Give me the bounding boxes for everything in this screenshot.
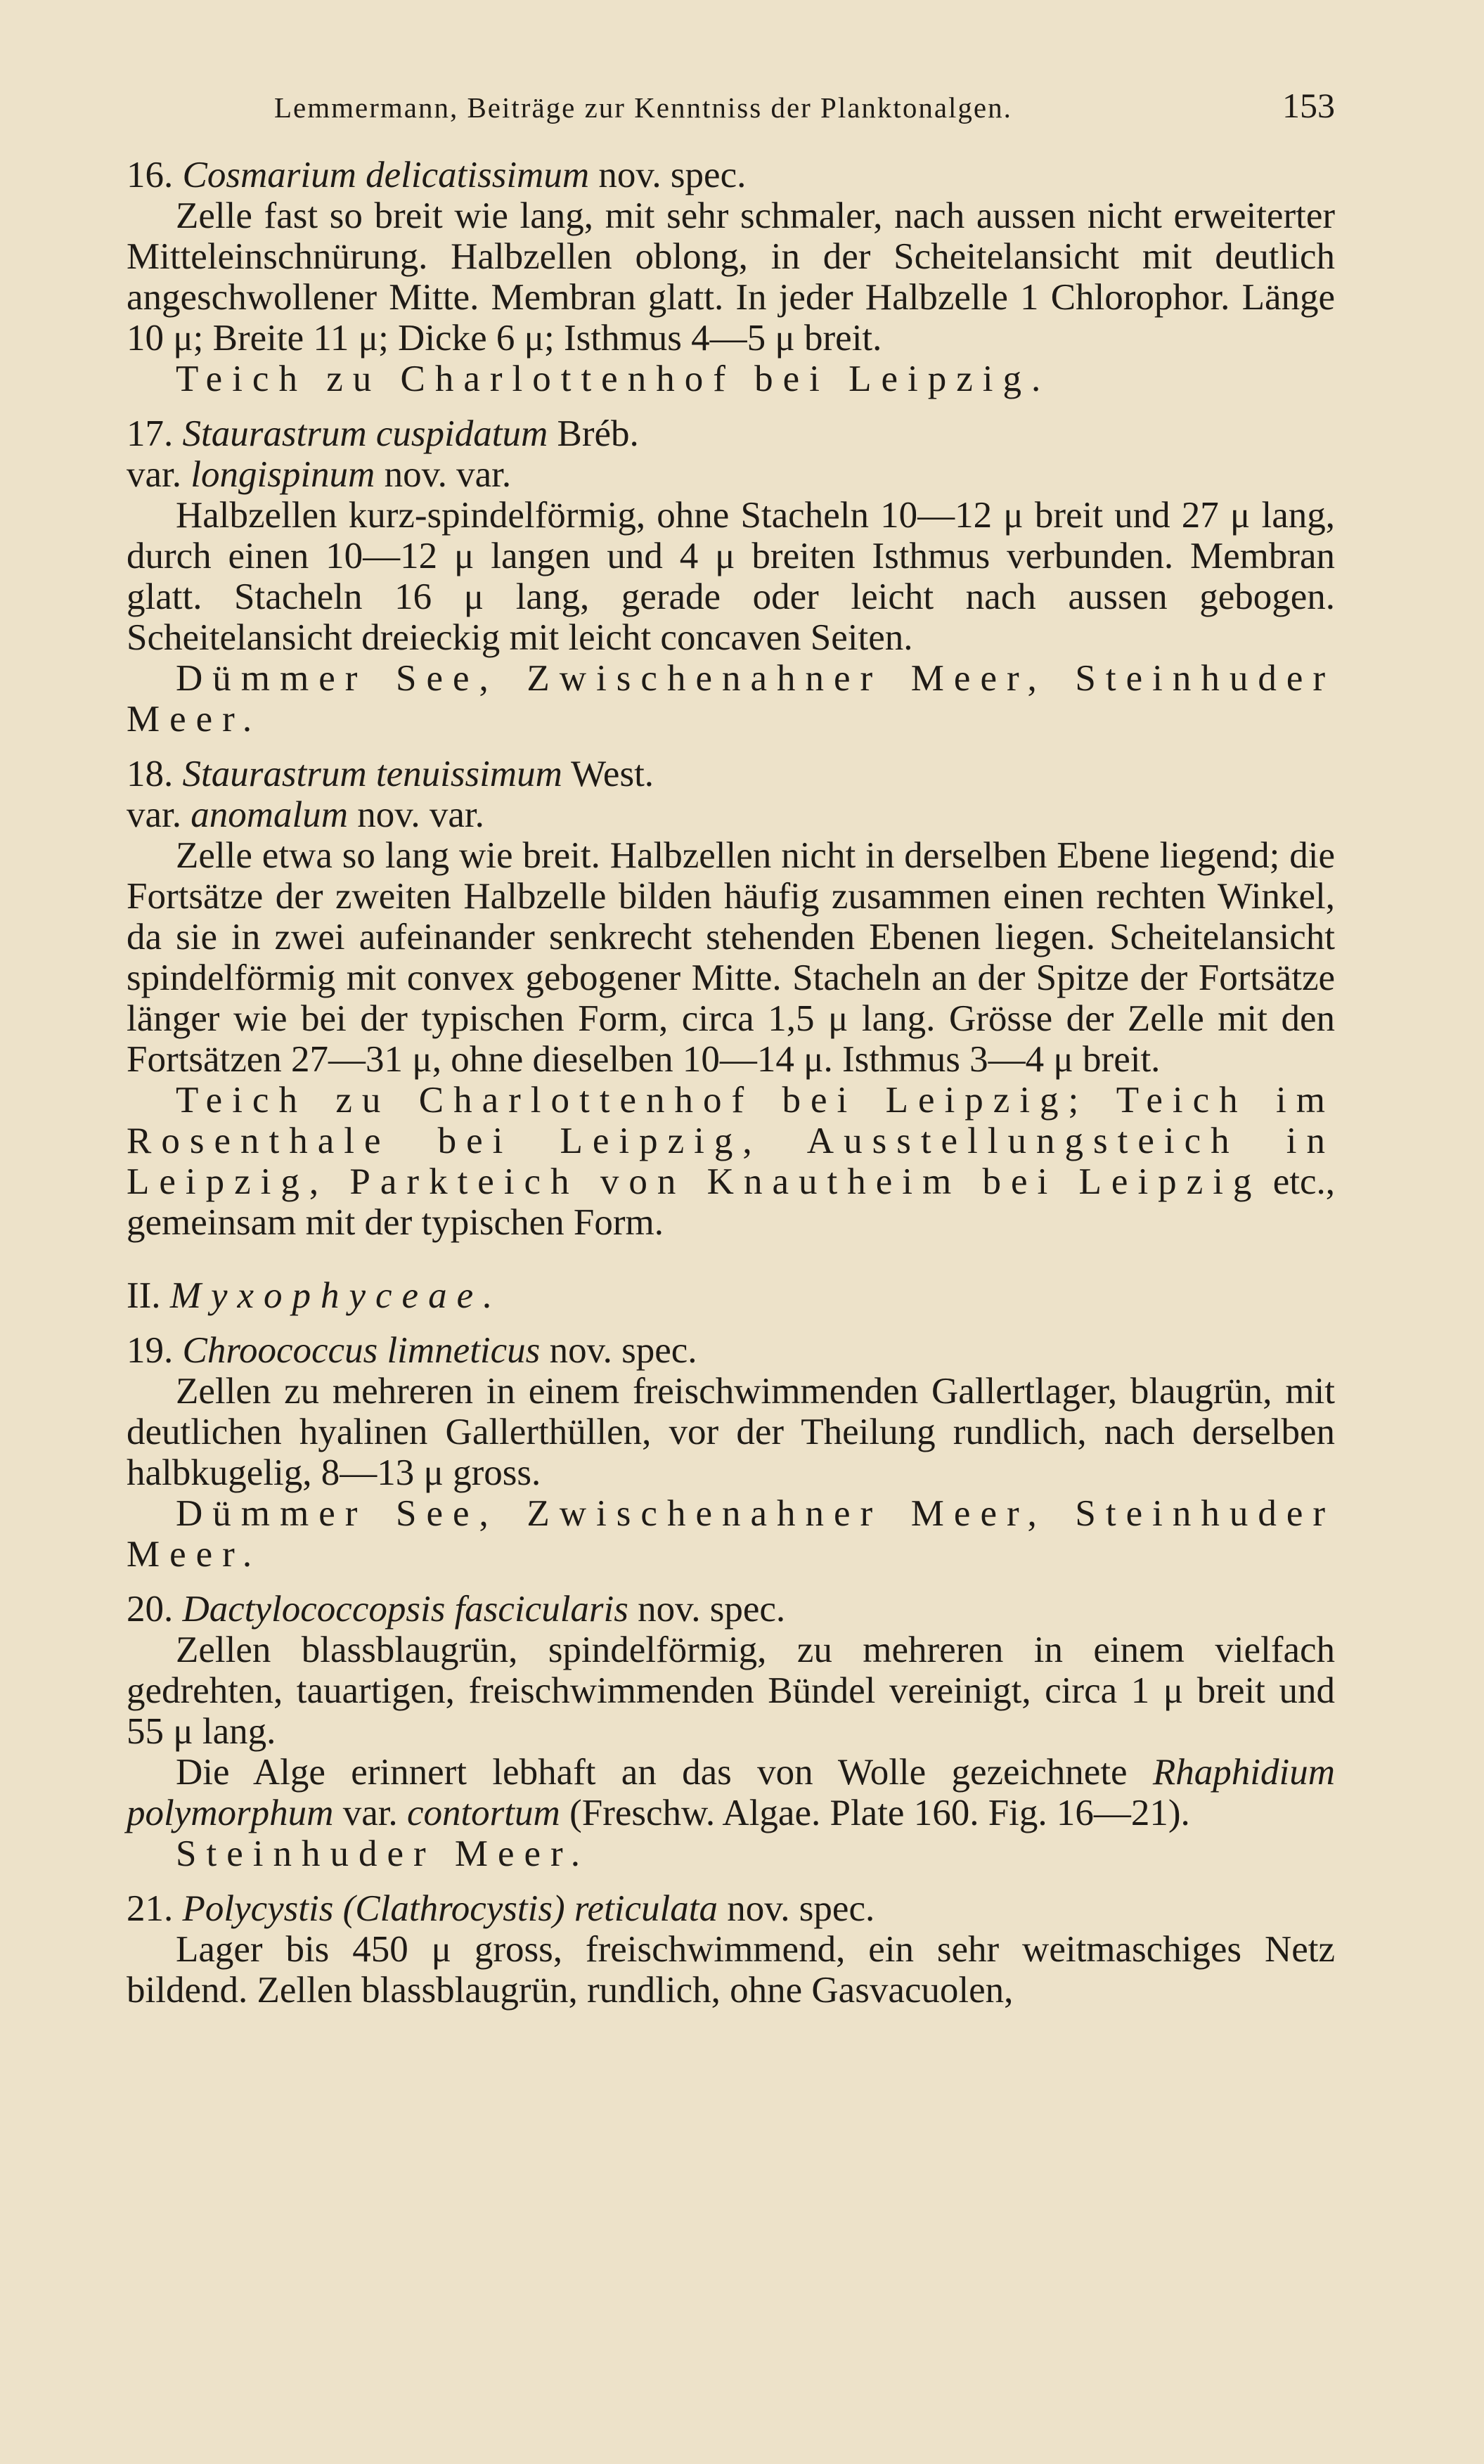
entry-number: 18. (127, 754, 174, 794)
entry-number: 17. (127, 413, 174, 454)
variety-prefix: var. (127, 794, 181, 835)
species-name: Dactylococcopsis fascicularis (182, 1589, 628, 1630)
entry-locality-20: Steinhuder Meer. (176, 1833, 591, 1874)
entry-heading-16 (127, 155, 1335, 195)
species-name: Chroococcus limneticus (182, 1330, 541, 1371)
page-number: 153 (1282, 86, 1335, 125)
entry-heading-18 (127, 754, 1335, 794)
entry-locality-19: Dümmer See, Zwischenahner Meer, Steinhuder Meer. (127, 1493, 1335, 1575)
section-heading (127, 1275, 1335, 1316)
variety-heading-17 (127, 454, 1335, 495)
entry-number: 19. (127, 1330, 174, 1371)
variety-status: nov. var. (384, 454, 512, 495)
entry-description-17: Halbzellen kurz-spindelförmig, ohne Stacheln 10—12 μ breit und 27 μ lang, durch einen 10—12 μ langen und 4 μ breiten Isthmus verbunden. Membran glatt. Stacheln 16 μ lang, gerade oder leicht nach aussen gebogen. Scheitelansicht dreieckig mit leicht concaven Seiten. (127, 495, 1335, 658)
entry-heading-17 (127, 413, 1335, 454)
locality-list: Teich zu Charlottenhof bei Leipzig; Teich im Rosenthale bei Leipzig, Ausstellungsteich in Leipzig, Parkteich von Knautheim bei Leipzig (127, 1080, 1335, 1202)
species-status: nov. spec. (598, 155, 747, 195)
running-title: Lemmermann, Beiträge zur Kenntniss der Planktonalgen. (274, 91, 1012, 124)
species-author: West. (571, 754, 654, 794)
species-status: nov. spec. (727, 1888, 875, 1929)
entry-note-20 (127, 1752, 1335, 1833)
entry-description-20: Zellen blassblaugrün, spindelförmig, zu mehreren in einem vielfach gedrehten, tauartigen, freischwimmenden Bündel vereinigt, circa 1 μ breit und 55 μ lang. (127, 1630, 1335, 1752)
entry-number: 21. (127, 1888, 174, 1929)
entry-heading-19 (127, 1330, 1335, 1371)
entry-description-19: Zellen zu mehreren in einem freischwimmenden Gallertlager, blaugrün, mit deutlichen hyalinen Gallerthüllen, vor der Theilung rundlich, nach derselben halbkugelig, 8—13 μ gross. (127, 1371, 1335, 1493)
species-name: Polycystis (Clathrocystis) reticulata (182, 1888, 718, 1929)
entry-number: 20. (127, 1589, 174, 1630)
species-status: nov. spec. (638, 1589, 786, 1630)
note-variety: contortum (406, 1793, 560, 1833)
entry-locality-17: Dümmer See, Zwischenahner Meer, Steinhuder Meer. (127, 658, 1335, 740)
entry-locality-18 (127, 1080, 1335, 1243)
note-reference: (Freschw. Algae. Plate 160. Fig. 16—21). (569, 1793, 1190, 1833)
species-name: Staurastrum tenuissimum (182, 754, 562, 794)
entry-number: 16. (127, 155, 174, 195)
locality-note: etc., gemeinsam mit der typischen Form. (127, 1161, 1336, 1243)
variety-name: anomalum (191, 794, 349, 835)
species-name: Staurastrum cuspidatum (182, 413, 548, 454)
note-var-prefix: var. (342, 1793, 398, 1833)
entry-heading-21 (127, 1888, 1335, 1929)
entry-description-16: Zelle fast so breit wie lang, mit sehr schmaler, nach aussen nicht erweiterter Mitteleinschnürung. Halbzellen oblong, in der Scheitelansicht mit deutlich angeschwollener Mitte. Membran glatt. In jeder Halbzelle 1 Chlorophor. Länge 10 μ; Breite 11 μ; Dicke 6 μ; Isthmus 4—5 μ breit. (127, 195, 1335, 359)
variety-status: nov. var. (357, 794, 484, 835)
entry-locality-16: Teich zu Charlottenhof bei Leipzig. (176, 359, 1051, 399)
entry-description-18: Zelle etwa so lang wie breit. Halbzellen nicht in derselben Ebene liegend; die Fortsätze der zweiten Halbzelle bilden häufig zusammen einen rechten Winkel, da sie in zwei aufeinander senkrecht stehenden Ebenen liegen. Scheitelansicht spindelförmig mit convex gebogener Mitte. Stacheln an der Spitze der Fortsätze länger wie bei der typischen Form, circa 1,5 μ lang. Grösse der Zelle mit den Fortsätzen 27—31 μ, ohne dieselben 10—14 μ. Isthmus 3—4 μ breit. (127, 835, 1335, 1080)
note-species: Rhaphidium polymorphum (127, 1752, 1335, 1833)
variety-heading-18 (127, 794, 1335, 835)
variety-name: longispinum (191, 454, 375, 495)
section-name: Myxophyceae. (169, 1275, 503, 1316)
page-body (127, 155, 1335, 2011)
species-name: Cosmarium delicatissimum (182, 155, 590, 195)
note-text: Die Alge erinnert lebhaft an das von Wolle gezeichnete (176, 1752, 1128, 1793)
entry-heading-20 (127, 1589, 1335, 1630)
variety-prefix: var. (127, 454, 181, 495)
entry-description-21: Lager bis 450 μ gross, freischwimmend, ein sehr weitmaschiges Netz bildend. Zellen blassblaugrün, rundlich, ohne Gasvacuolen, (127, 1929, 1335, 2011)
species-author: Bréb. (557, 413, 639, 454)
running-header (127, 84, 1335, 127)
section-numeral: II. (127, 1275, 161, 1316)
species-status: nov. spec. (549, 1330, 697, 1371)
